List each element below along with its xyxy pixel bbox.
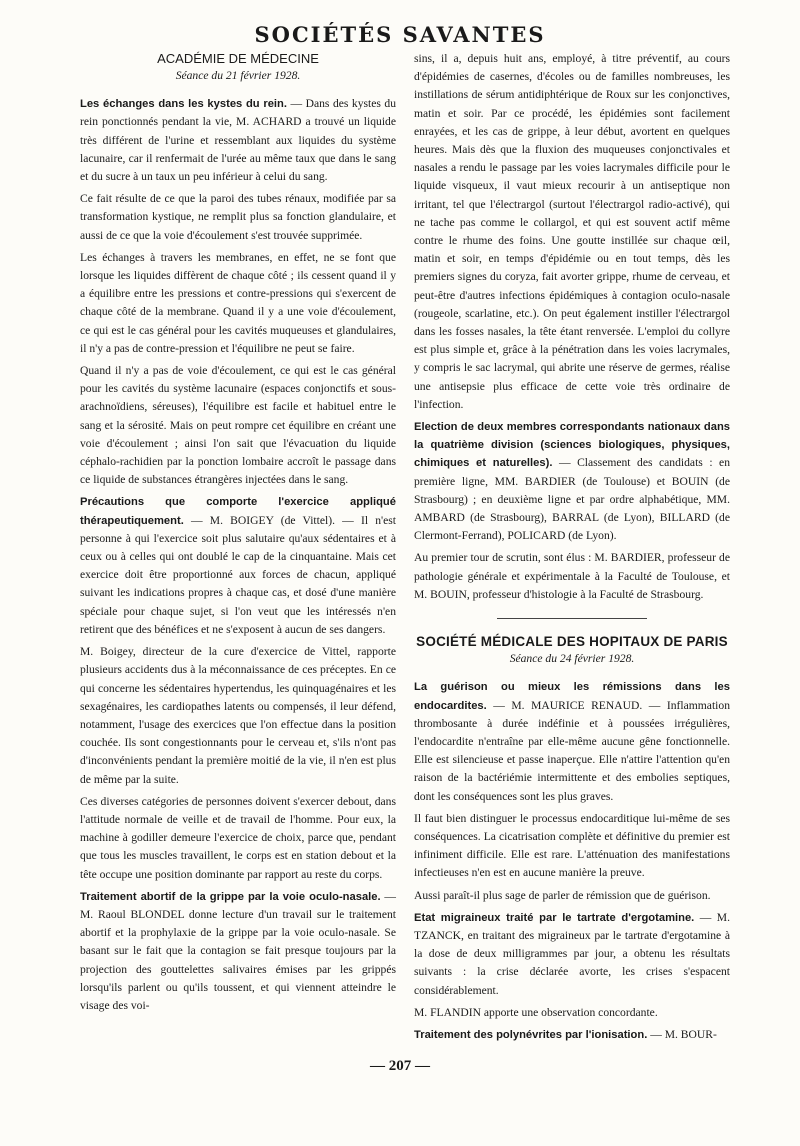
section-heading-societe-medicale: SOCIÉTÉ MÉDICALE DES HOPITAUX DE PARIS xyxy=(416,634,728,650)
page-number: — 207 — xyxy=(370,1058,430,1074)
page-title: SOCIÉTÉS SAVANTES xyxy=(254,22,546,47)
seance-date: Séance du 21 février 1928. xyxy=(175,69,301,82)
paragraph: La guérison ou mieux les rémissions dans les endocardites. — M. MAURICE RENAUD. — Inflammation thrombosante à durée indéfinie et à poussées irrégulières, l'endocardite n'entraîne par elle-même aucune gêne fonctionnelle. Elle est silencieuse et passe inaperçue. Elle n'attire l'attention qu'en raison de la bactériémie intermittente et des embolies septiques, dont les conséquences sont les plus graves. xyxy=(414,681,730,803)
paragraph: Ce fait résulte de ce que la paroi des tubes rénaux, modifiée par sa transformation kystique, ne remplit plus sa fonction glandulaire, et aussi de ce que la voie d'écoulement s'est trouvée supprimée. xyxy=(80,192,396,242)
paragraph: M. Boigey, directeur de la cure d'exercice de Vittel, rapporte plusieurs accidents dus à la méconnaissance de ces préceptes. En ce qui concerne les sédentaires hypertendus, les quinquagénaires et les sexagénaires, les cardiopathes latents ou compensés, il leur défend, notamment, l'usage des exercices que l'on effectue dans la position couchée. Ils sont congestionnants pour le cerveau et, s'ils n'ont pas d'inconvénients pendant la première moitié de la vie, il n'en est plus de même par la suite. xyxy=(80,645,396,786)
article-heading: Election de deux membres correspondants nationaux dans la quatrième division (sciences biologiques, physiques, chimiques et naturelles). xyxy=(414,421,730,470)
article-heading: La guérison ou mieux les rémissions dans les endocardites. xyxy=(414,681,730,712)
section-heading-academie: ACADÉMIE DE MÉDECINE xyxy=(157,51,319,66)
paragraph: Il faut bien distinguer le processus endocarditique lui-même de ses conséquences. La cicatrisation complète et définitive du premier est infiniment difficile. Elle est rare. L'atténuation des manifestations infectieuses n'en est en aucune manière la preuve. xyxy=(414,811,730,880)
article-heading: Précautions que comporte l'exercice appliqué thérapeutiquement. xyxy=(80,496,396,527)
article-heading: Les échanges dans les kystes du rein. xyxy=(80,98,287,111)
article-heading: Traitement abortif de la grippe par la voie oculo-nasale. xyxy=(80,890,381,903)
paragraph: Traitement des polynévrites par l'ionisation. — M. BOUR- xyxy=(414,1027,717,1041)
left-column xyxy=(80,50,396,1019)
paragraph: Election de deux membres correspondants nationaux dans la quatrième division (sciences biologiques, physiques, chimiques et naturelles). — Classement des candidats : en première ligne, MM. BARDIER (de Toulouse) et BOUIN (de Strasbourg) ; en deuxième ligne et par ordre alphabétique, MM. AMBARD (de Strasbourg), BARRAL (de Lyon), BILLARD (de Clermont-Ferrand), POLICARD (de Lyon). xyxy=(414,421,731,543)
paragraph: Quand il n'y a pas de voie d'écoulement, ce qui est le cas général pour les cavités du système lacunaire (espaces conjonctifs et sous-arachnoïdiens, séreuses), l'équilibre est facile et habituel entre le sang et la sérosité. Mais on peut rompre cet équilibre en créant une voie d'écoulement ; ainsi l'on sait que l'évacuation du liquide céphalo-rachidien par la ponction lombaire accroît le passage dans ce liquide de substances étrangères injectées dans le sang. xyxy=(80,364,396,487)
paragraph: Ces diverses catégories de personnes doivent s'exercer debout, dans l'attitude normale de veille et de travail de l'homme. Pour eux, la machine à godiller demeure l'exercice de choix, parce que, pendant que tous les muscles travaillent, le corps est en station debout et la tête occupe une position dominante par rapport au reste du corps. xyxy=(80,794,396,881)
article-heading: Etat migraineux traité par le tartrate d'ergotamine. xyxy=(414,911,695,924)
paragraph: Etat migraineux traité par le tartrate d'ergotamine. — M. TZANCK, en traitant des migraineux par le tartrate d'ergotamine à la dose de deux milligrammes par jour, a obtenu les résultats suivants : la crise déclarée avorte, les crises s'espacent considérablement. xyxy=(414,910,730,997)
section-divider xyxy=(497,618,647,619)
seance-date: Séance du 24 février 1928. xyxy=(509,652,635,666)
paragraph: sins, il a, depuis huit ans, employé, à titre préventif, au cours d'épidémies de casernes, d'écoles ou de familles nombreuses, les instillations de sérum antidiphtérique de Roux sur les conjonctives, matin et soir. Par ce procédé, les épidémies sont facilement enrayées, et les cas de grippe, à leur début, avortent en quelques heures. Mais dès que la fluxion des muqueuses conjonctivales et nasales a rendu le passage par les voies lacrymales difficile pour le liquide visqueux, il vaut mieux recourir à un antiseptique non irritant, tel que l'électrargol (surtout l'électrargol radio-activé), qui ne tache pas comme le collargol, et qui est souvent actif même contre le rhume des foins. Une goutte instillée sur chaque œil, matin et soir, en temps d'épidémie ou en tout temps, dès les premiers signes du coryza, fait avorter grippe, rhume de cerveau, et peut-être d'autres infections épidémiques à contagion oculo-nasale (rougeole, scarlatine, etc.). On peut également instiller l'électrargol dans les fosses nasales, la tête étant renversée. L'emploi du collyre est plus simple et, grâce à la pénétration dans les voies lacrymales, y compris le sac lacrymal, qui abrite une réserve de germes, réalise une antisepsie plus efficace de cette voie très ordinaire de l'infection. xyxy=(414,52,730,411)
paragraph: Les échanges à travers les membranes, en effet, ne se font que lorsque les liquides diffèrent de chaque côté ; ils cessent quand il y a équilibre entre les pressions et contre-pressions qui s'exercent de chaque côté de la membrane. Quand il y a une voie d'écoulement, ce qui est le cas général pour les cavités muqueuses et glandulaires, il n'y a pas de contre-pression et l'équilibre ne peut se faire. xyxy=(80,250,396,355)
paragraph: Les échanges dans les kystes du rein. — Dans des kystes du rein ponctionnés pendant la vie, M. ACHARD a trouvé un liquide très différent de l'urine et ressemblant aux liquides du système lacunaire, car il renfermait de l'urée au même taux que dans le sang et du sucre à un taux un peu inférieur à celui du sang. xyxy=(80,97,396,184)
paragraph: M. FLANDIN apporte une observation concordante. xyxy=(414,1005,658,1019)
article-heading: Traitement des polynévrites par l'ionisation. xyxy=(414,1028,648,1041)
paragraph: Précautions que comporte l'exercice appliqué thérapeutiquement. — M. BOIGEY (de Vittel). — Il n'est personne à qui l'exercice soit plus salutaire qu'aux sédentaires et à ceux ou à celles qui ont doublé le cap de la cinquantaine. Mais cet exercice doit être proportionné aux forces de chacun, appliqué suivant les indications propres à chaque cas, et dosé d'une manière spéciale pour chaque sujet, si l'on veut que les intéressés n'en retirent que des bénéfices et ne s'exposent à aucun de ses dangers. xyxy=(80,496,396,636)
right-column xyxy=(414,50,730,1048)
paragraph: Aussi paraît-il plus sage de parler de rémission que de guérison. xyxy=(414,888,711,902)
paragraph: Au premier tour de scrutin, sont élus : M. BARDIER, professeur de pathologie générale et expérimentale à la Faculté de Toulouse, et M. BOUIN, professeur d'histologie à la Faculté de Strasbourg. xyxy=(414,551,730,601)
paragraph: Traitement abortif de la grippe par la voie oculo-nasale. — M. Raoul BLONDEL donne lecture d'un travail sur le traitement abortif et la prophylaxie de la grippe par la voie oculo-nasale. Se basant sur le fait que la contagion se fait presque toujours par la projection des gouttelettes salivaires émises par les grippés lorsqu'ils parlent ou qu'ils toussent, et qui viennent atteindre le visage des voi- xyxy=(80,889,396,1012)
